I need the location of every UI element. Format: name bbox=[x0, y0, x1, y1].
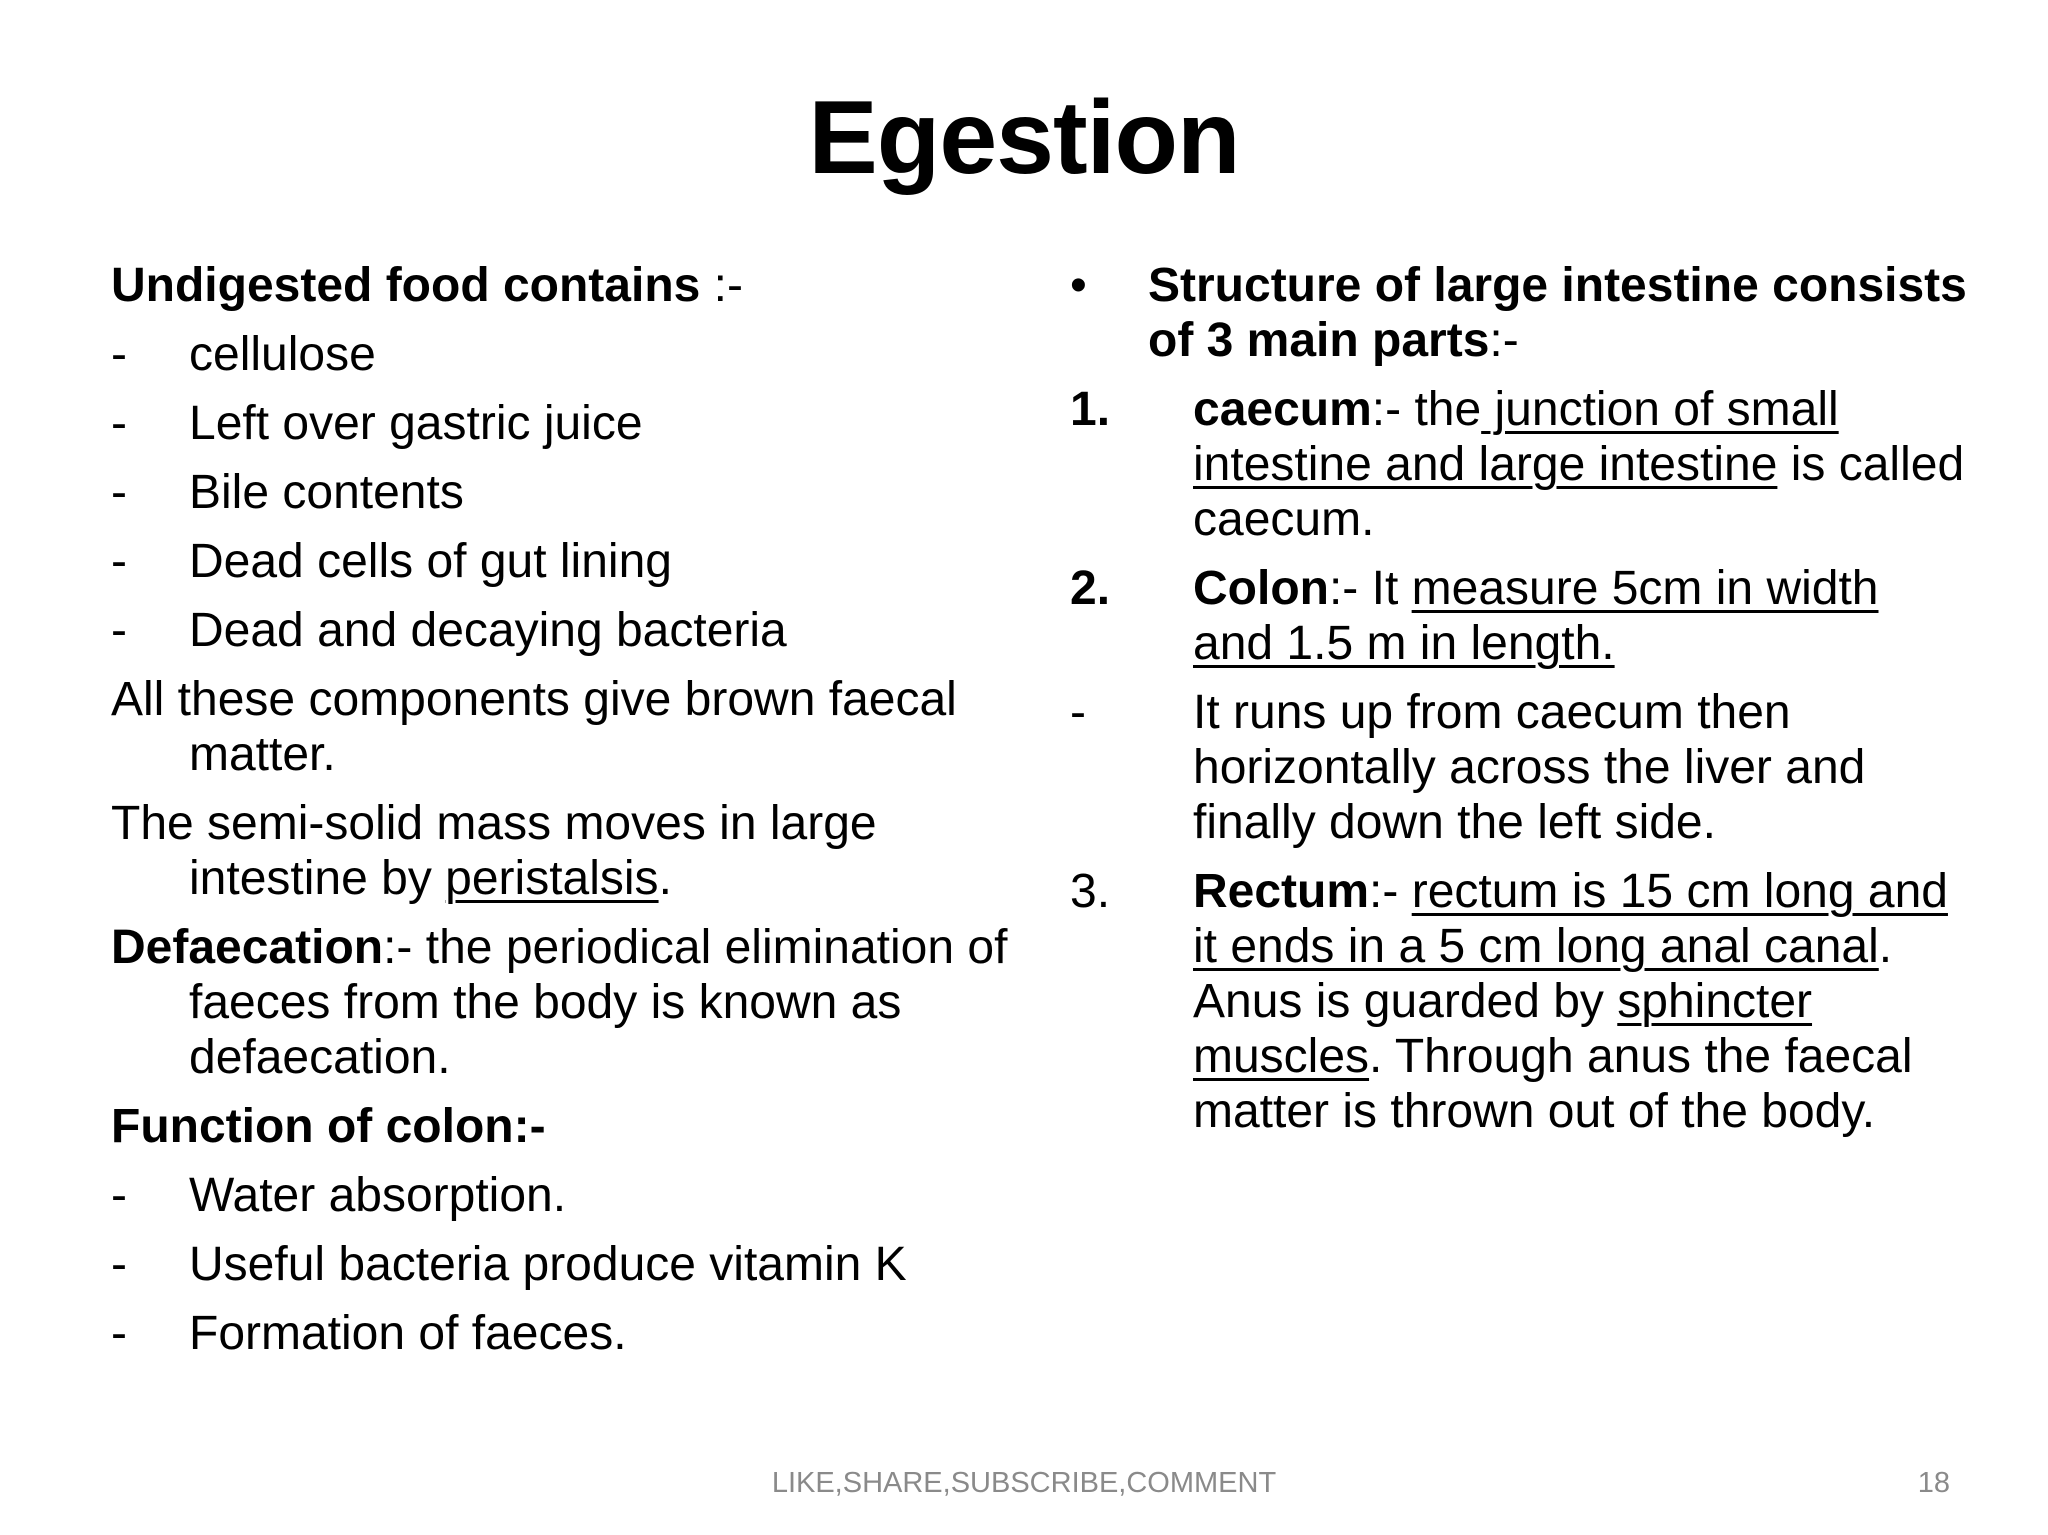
undigested-food-heading-suffix: :- bbox=[700, 259, 743, 312]
undigested-list-item-text: Dead cells of gut lining bbox=[189, 535, 672, 588]
function-list-item-text: Useful bacteria produce vitamin K bbox=[189, 1238, 907, 1291]
undigested-list-item-text: Dead and decaying bacteria bbox=[189, 604, 787, 657]
left-column bbox=[111, 258, 1031, 1375]
rectum-number: 3. bbox=[1070, 865, 1111, 918]
colon-term: Colon bbox=[1193, 562, 1329, 615]
dash-marker: - bbox=[111, 1307, 127, 1360]
caecum-text bbox=[1193, 382, 1970, 547]
right-column bbox=[1070, 258, 1970, 1153]
colon-detail-text: It runs up from caecum then horizontally across the liver and finally down the left side. bbox=[1193, 686, 1866, 849]
components-paragraph: All these components give brown faecal matter. bbox=[111, 673, 957, 781]
dash-marker: - bbox=[111, 1169, 127, 1222]
colon-text bbox=[1193, 561, 1970, 671]
dash-marker: - bbox=[111, 1238, 127, 1291]
defaecation-paragraph bbox=[111, 920, 1031, 1085]
structure-intro bbox=[1070, 258, 1970, 368]
slide-title: Egestion bbox=[808, 80, 1240, 196]
peristalsis-suffix: . bbox=[658, 852, 672, 905]
page-number: 18 bbox=[1917, 1467, 1950, 1499]
colon-number: 2. bbox=[1070, 562, 1111, 615]
defaecation-definition: :- the periodical elimination of faeces from the body is known as defaecation. bbox=[189, 921, 1008, 1084]
dash-marker: - bbox=[111, 604, 127, 657]
undigested-food-heading bbox=[111, 258, 1031, 313]
colon-underlined: measure 5cm in width and 1.5 m in length. bbox=[1193, 562, 1879, 670]
undigested-list-item bbox=[111, 396, 1031, 451]
dash-marker: - bbox=[111, 397, 127, 450]
peristalsis-paragraph bbox=[111, 796, 1031, 906]
caecum-term: caecum bbox=[1193, 383, 1372, 436]
undigested-list-item-text: Left over gastric juice bbox=[189, 397, 643, 450]
structure-intro-suffix: :- bbox=[1489, 314, 1519, 367]
undigested-list-item bbox=[111, 603, 1031, 658]
function-list-item-text: Formation of faeces. bbox=[189, 1307, 627, 1360]
undigested-list-item-text: cellulose bbox=[189, 328, 376, 381]
structure-intro-bold: Structure of large intestine consists of 3 main parts bbox=[1148, 259, 1967, 367]
dash-marker: - bbox=[111, 328, 127, 381]
colon-prefix: :- It bbox=[1328, 562, 1412, 615]
undigested-list-item bbox=[111, 327, 1031, 382]
undigested-list-item-text: Bile contents bbox=[189, 466, 464, 519]
function-of-colon-heading bbox=[111, 1099, 1031, 1154]
dash-marker: - bbox=[111, 466, 127, 519]
undigested-list-item bbox=[111, 465, 1031, 520]
defaecation-term: Defaecation bbox=[111, 921, 384, 974]
colon-item bbox=[1070, 561, 1970, 671]
function-of-colon-heading-bold: Function of colon:- bbox=[111, 1100, 546, 1153]
undigested-food-heading-bold: Undigested food contains bbox=[111, 259, 701, 312]
rectum-underlined-sphincter: sphincter muscles bbox=[1193, 975, 1813, 1083]
dash-marker: - bbox=[111, 535, 127, 588]
caecum-item bbox=[1070, 382, 1970, 547]
bullet-icon: • bbox=[1070, 259, 1087, 312]
caecum-prefix: :- the bbox=[1371, 383, 1482, 436]
colon-detail-item bbox=[1070, 685, 1970, 850]
dash-marker: - bbox=[1070, 686, 1086, 739]
function-list-item bbox=[111, 1168, 1031, 1223]
caecum-number: 1. bbox=[1070, 383, 1111, 436]
peristalsis-term: peristalsis bbox=[445, 852, 659, 905]
rectum-item bbox=[1070, 864, 1970, 1139]
peristalsis-prefix: The semi-solid mass moves in large intestine by bbox=[111, 797, 877, 905]
rectum-term: Rectum bbox=[1193, 865, 1370, 918]
function-list-item bbox=[111, 1306, 1031, 1361]
undigested-list-item bbox=[111, 534, 1031, 589]
function-list-item-text: Water absorption. bbox=[189, 1169, 567, 1222]
structure-intro-text bbox=[1148, 258, 1970, 368]
footer-text: LIKE,SHARE,SUBSCRIBE,COMMENT bbox=[771, 1467, 1277, 1499]
function-list-item bbox=[111, 1237, 1031, 1292]
rectum-suffix: . Through anus the faecal matter is thrown out of the body. bbox=[1193, 1030, 1913, 1138]
caecum-suffix: is called caecum. bbox=[1193, 438, 1965, 546]
rectum-prefix: :- bbox=[1369, 865, 1412, 918]
rectum-text bbox=[1193, 864, 1970, 1139]
caecum-underlined: junction of small intestine and large intestine bbox=[1193, 383, 1839, 491]
rectum-underlined-length: rectum is 15 cm long and it ends in a 5 cm long anal canal bbox=[1193, 865, 1948, 973]
rectum-middle: . Anus is guarded by bbox=[1193, 920, 1893, 1028]
